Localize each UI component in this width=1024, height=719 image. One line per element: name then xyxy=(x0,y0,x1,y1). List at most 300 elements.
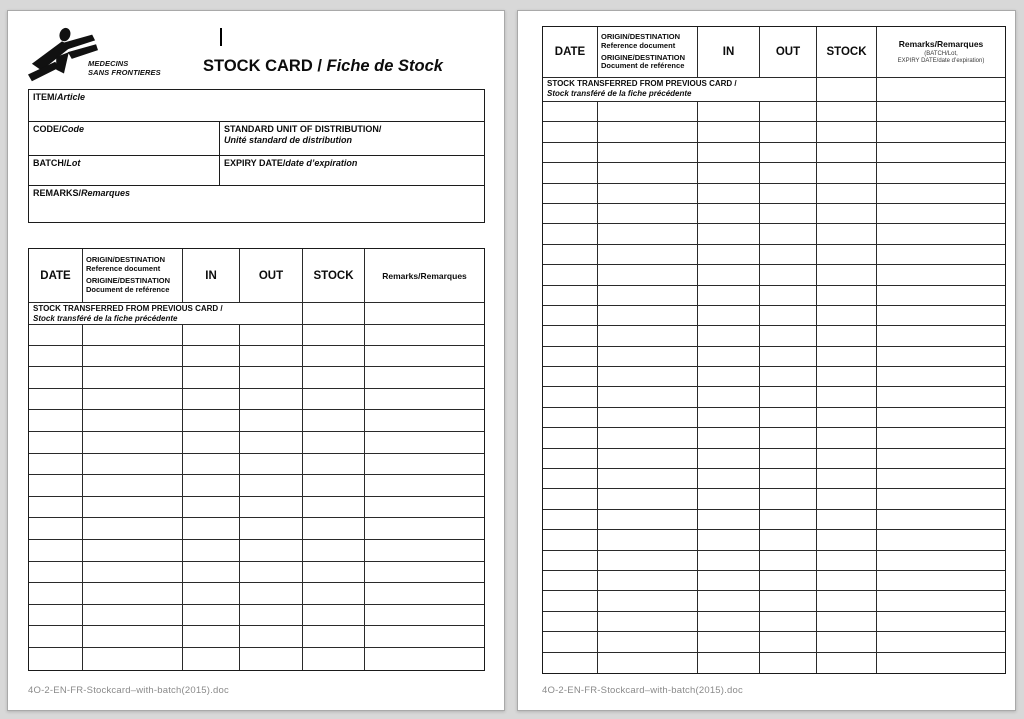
empty-stock-cell[interactable] xyxy=(598,551,698,571)
empty-stock-cell[interactable] xyxy=(598,510,698,530)
transfer-remarks-cell[interactable] xyxy=(877,78,1005,102)
stock-entry-row xyxy=(543,632,1005,652)
empty-stock-cell[interactable] xyxy=(543,347,598,367)
footer-filename: 4O-2-EN-FR-Stockcard–with-batch(2015).doc xyxy=(542,685,743,696)
empty-stock-cell[interactable] xyxy=(240,562,303,584)
empty-stock-cell[interactable] xyxy=(240,583,303,605)
empty-stock-cell[interactable] xyxy=(698,591,760,611)
empty-stock-cell[interactable] xyxy=(240,432,303,454)
empty-stock-cell[interactable] xyxy=(817,184,877,204)
empty-stock-cell[interactable] xyxy=(760,224,817,244)
empty-stock-cell[interactable] xyxy=(598,245,698,265)
empty-stock-cell[interactable] xyxy=(183,540,240,562)
empty-stock-cell[interactable] xyxy=(29,454,83,476)
empty-stock-cell[interactable] xyxy=(598,449,698,469)
empty-stock-cell[interactable] xyxy=(183,648,240,670)
empty-stock-cell[interactable] xyxy=(698,286,760,306)
empty-stock-cell[interactable] xyxy=(543,571,598,591)
empty-stock-cell[interactable] xyxy=(365,540,484,562)
empty-stock-cell[interactable] xyxy=(817,408,877,428)
empty-stock-cell[interactable] xyxy=(760,286,817,306)
empty-stock-cell[interactable] xyxy=(543,591,598,611)
empty-stock-cell[interactable] xyxy=(543,326,598,346)
empty-stock-cell[interactable] xyxy=(817,306,877,326)
empty-stock-cell[interactable] xyxy=(29,562,83,584)
empty-stock-cell[interactable] xyxy=(698,326,760,346)
empty-stock-cell[interactable] xyxy=(303,605,365,627)
empty-stock-cell[interactable] xyxy=(598,224,698,244)
empty-stock-cell[interactable] xyxy=(183,389,240,411)
empty-stock-cell[interactable] xyxy=(543,551,598,571)
empty-stock-cell[interactable] xyxy=(183,626,240,648)
empty-stock-cell[interactable] xyxy=(365,562,484,584)
empty-stock-cell[interactable] xyxy=(760,530,817,550)
empty-stock-cell[interactable] xyxy=(83,497,183,519)
empty-stock-cell[interactable] xyxy=(83,475,183,497)
empty-stock-cell[interactable] xyxy=(303,583,365,605)
empty-stock-cell[interactable] xyxy=(698,184,760,204)
empty-stock-cell[interactable] xyxy=(877,306,1005,326)
empty-stock-cell[interactable] xyxy=(698,510,760,530)
empty-stock-cell[interactable] xyxy=(29,346,83,368)
empty-stock-cell[interactable] xyxy=(83,346,183,368)
empty-stock-cell[interactable] xyxy=(29,367,83,389)
empty-stock-cell[interactable] xyxy=(240,626,303,648)
empty-stock-cell[interactable] xyxy=(817,326,877,346)
empty-stock-cell[interactable] xyxy=(877,653,1005,673)
empty-stock-cell[interactable] xyxy=(365,346,484,368)
empty-stock-cell[interactable] xyxy=(698,551,760,571)
empty-stock-cell[interactable] xyxy=(877,530,1005,550)
empty-stock-cell[interactable] xyxy=(760,184,817,204)
empty-stock-cell[interactable] xyxy=(303,346,365,368)
empty-stock-cell[interactable] xyxy=(543,510,598,530)
empty-stock-cell[interactable] xyxy=(877,143,1005,163)
empty-stock-cell[interactable] xyxy=(698,530,760,550)
footer-filename: 4O-2-EN-FR-Stockcard–with-batch(2015).doc xyxy=(28,685,229,696)
document-page-1[interactable] xyxy=(7,10,505,711)
empty-stock-cell[interactable] xyxy=(303,518,365,540)
empty-stock-cell[interactable] xyxy=(598,163,698,183)
empty-stock-cell[interactable] xyxy=(543,530,598,550)
empty-stock-cell[interactable] xyxy=(303,497,365,519)
empty-stock-cell[interactable] xyxy=(760,469,817,489)
stock-entry-row xyxy=(543,122,1005,142)
empty-stock-cell[interactable] xyxy=(877,571,1005,591)
empty-stock-cell[interactable] xyxy=(698,612,760,632)
empty-stock-cell[interactable] xyxy=(698,143,760,163)
empty-stock-cell[interactable] xyxy=(543,204,598,224)
empty-stock-cell[interactable] xyxy=(183,518,240,540)
empty-stock-cell[interactable] xyxy=(877,265,1005,285)
empty-stock-cell[interactable] xyxy=(877,510,1005,530)
empty-stock-cell[interactable] xyxy=(29,605,83,627)
stock-entry-row xyxy=(543,143,1005,163)
empty-stock-cell[interactable] xyxy=(240,540,303,562)
empty-stock-cell[interactable] xyxy=(29,389,83,411)
empty-stock-cell[interactable] xyxy=(698,449,760,469)
empty-stock-cell[interactable] xyxy=(598,184,698,204)
stock-entry-row xyxy=(543,510,1005,530)
empty-stock-cell[interactable] xyxy=(543,122,598,142)
empty-stock-cell[interactable] xyxy=(240,410,303,432)
empty-stock-cell[interactable] xyxy=(183,367,240,389)
transfer-stock-cell[interactable] xyxy=(817,78,877,102)
empty-stock-cell[interactable] xyxy=(543,408,598,428)
empty-stock-cell[interactable] xyxy=(877,245,1005,265)
empty-stock-cell[interactable] xyxy=(817,265,877,285)
empty-stock-cell[interactable] xyxy=(598,632,698,652)
empty-stock-cell[interactable] xyxy=(543,306,598,326)
empty-stock-cell[interactable] xyxy=(598,653,698,673)
empty-stock-cell[interactable] xyxy=(303,389,365,411)
transfer-stock-cell[interactable] xyxy=(303,303,365,325)
remarks-note-line-2: EXPIRY DATE/date d’expiration) xyxy=(897,58,985,64)
standard-unit-field[interactable]: STANDARD UNIT OF DISTRIBUTION/ Unité standard de distribution xyxy=(224,124,382,145)
empty-stock-cell[interactable] xyxy=(877,489,1005,509)
empty-stock-cell[interactable] xyxy=(598,612,698,632)
empty-stock-cell[interactable] xyxy=(698,306,760,326)
code-unit-row xyxy=(29,122,484,156)
empty-stock-cell[interactable] xyxy=(543,387,598,407)
stock-entry-row xyxy=(543,184,1005,204)
stock-entry-row xyxy=(543,245,1005,265)
empty-stock-cell[interactable] xyxy=(365,518,484,540)
empty-stock-cell[interactable] xyxy=(365,497,484,519)
empty-stock-cell[interactable] xyxy=(877,184,1005,204)
empty-stock-cell[interactable] xyxy=(760,387,817,407)
empty-stock-cell[interactable] xyxy=(303,540,365,562)
empty-stock-cell[interactable] xyxy=(29,648,83,670)
empty-stock-cell[interactable] xyxy=(698,102,760,122)
empty-stock-cell[interactable] xyxy=(543,489,598,509)
stock-entry-row xyxy=(543,469,1005,489)
empty-stock-cell[interactable] xyxy=(817,510,877,530)
empty-stock-cell[interactable] xyxy=(365,454,484,476)
empty-stock-cell[interactable] xyxy=(760,347,817,367)
empty-stock-cell[interactable] xyxy=(29,324,83,346)
empty-stock-cell[interactable] xyxy=(83,324,183,346)
empty-stock-cell[interactable] xyxy=(698,571,760,591)
empty-stock-cell[interactable] xyxy=(303,410,365,432)
empty-stock-cell[interactable] xyxy=(183,432,240,454)
empty-stock-cell[interactable] xyxy=(83,540,183,562)
empty-stock-cell[interactable] xyxy=(29,432,83,454)
empty-stock-cell[interactable] xyxy=(877,204,1005,224)
empty-stock-cell[interactable] xyxy=(303,432,365,454)
empty-stock-cell[interactable] xyxy=(29,497,83,519)
empty-stock-cell[interactable] xyxy=(877,286,1005,306)
empty-stock-cell[interactable] xyxy=(760,163,817,183)
empty-stock-cell[interactable] xyxy=(817,102,877,122)
empty-stock-cell[interactable] xyxy=(543,163,598,183)
empty-stock-cell[interactable] xyxy=(817,612,877,632)
empty-stock-cell[interactable] xyxy=(760,551,817,571)
empty-stock-cell[interactable] xyxy=(877,612,1005,632)
empty-stock-cell[interactable] xyxy=(760,612,817,632)
empty-stock-cell[interactable] xyxy=(543,143,598,163)
empty-stock-cell[interactable] xyxy=(760,489,817,509)
batch-field[interactable]: BATCH/Lot xyxy=(29,156,220,185)
stock-entry-row xyxy=(29,475,484,497)
empty-stock-cell[interactable] xyxy=(303,475,365,497)
empty-stock-cell[interactable] xyxy=(817,286,877,306)
empty-stock-cell[interactable] xyxy=(303,367,365,389)
empty-stock-cell[interactable] xyxy=(760,102,817,122)
empty-stock-cell[interactable] xyxy=(817,591,877,611)
empty-stock-cell[interactable] xyxy=(598,204,698,224)
empty-stock-cell[interactable] xyxy=(877,326,1005,346)
empty-stock-cell[interactable] xyxy=(29,410,83,432)
empty-stock-cell[interactable] xyxy=(698,245,760,265)
empty-stock-cell[interactable] xyxy=(598,265,698,285)
empty-stock-cell[interactable] xyxy=(760,326,817,346)
empty-stock-cell[interactable] xyxy=(83,605,183,627)
stock-entry-row xyxy=(543,530,1005,550)
empty-stock-cell[interactable] xyxy=(543,428,598,448)
empty-stock-cell[interactable] xyxy=(698,428,760,448)
empty-stock-cell[interactable] xyxy=(817,653,877,673)
stock-entry-row xyxy=(29,562,484,584)
empty-stock-cell[interactable] xyxy=(183,475,240,497)
empty-stock-cell[interactable] xyxy=(365,583,484,605)
empty-stock-cell[interactable] xyxy=(598,367,698,387)
empty-stock-cell[interactable] xyxy=(183,583,240,605)
item-field[interactable]: ITEM/Article xyxy=(33,92,86,102)
empty-stock-cell[interactable] xyxy=(543,245,598,265)
empty-stock-cell[interactable] xyxy=(877,551,1005,571)
empty-stock-cell[interactable] xyxy=(760,245,817,265)
empty-stock-cell[interactable] xyxy=(698,122,760,142)
empty-stock-cell[interactable] xyxy=(817,163,877,183)
empty-stock-cell[interactable] xyxy=(698,204,760,224)
stock-entry-row xyxy=(29,324,484,346)
empty-stock-cell[interactable] xyxy=(29,518,83,540)
empty-stock-cell[interactable] xyxy=(817,489,877,509)
empty-stock-cell[interactable] xyxy=(83,626,183,648)
empty-stock-cell[interactable] xyxy=(240,605,303,627)
empty-stock-cell[interactable] xyxy=(817,387,877,407)
empty-stock-cell[interactable] xyxy=(760,306,817,326)
document-page-2[interactable] xyxy=(517,10,1016,711)
empty-stock-cell[interactable] xyxy=(698,489,760,509)
empty-stock-cell[interactable] xyxy=(240,346,303,368)
empty-stock-cell[interactable] xyxy=(817,204,877,224)
empty-stock-cell[interactable] xyxy=(760,653,817,673)
empty-stock-cell[interactable] xyxy=(877,163,1005,183)
empty-stock-cell[interactable] xyxy=(543,449,598,469)
empty-stock-cell[interactable] xyxy=(598,122,698,142)
empty-stock-cell[interactable] xyxy=(543,286,598,306)
empty-stock-cell[interactable] xyxy=(698,224,760,244)
empty-stock-cell[interactable] xyxy=(817,347,877,367)
empty-stock-cell[interactable] xyxy=(29,583,83,605)
empty-stock-cell[interactable] xyxy=(83,367,183,389)
empty-stock-cell[interactable] xyxy=(183,605,240,627)
empty-stock-cell[interactable] xyxy=(365,626,484,648)
empty-stock-cell[interactable] xyxy=(877,122,1005,142)
empty-stock-cell[interactable] xyxy=(877,632,1005,652)
empty-stock-cell[interactable] xyxy=(698,347,760,367)
stock-entry-row xyxy=(543,449,1005,469)
empty-stock-cell[interactable] xyxy=(303,562,365,584)
empty-stock-cell[interactable] xyxy=(817,632,877,652)
header-in: IN xyxy=(698,27,760,78)
empty-stock-cell[interactable] xyxy=(598,387,698,407)
empty-stock-cell[interactable] xyxy=(698,367,760,387)
empty-stock-cell[interactable] xyxy=(240,324,303,346)
stock-entry-row xyxy=(543,163,1005,183)
empty-stock-cell[interactable] xyxy=(240,389,303,411)
empty-stock-cell[interactable] xyxy=(760,367,817,387)
empty-stock-cell[interactable] xyxy=(183,346,240,368)
empty-stock-cell[interactable] xyxy=(543,224,598,244)
empty-stock-cell[interactable] xyxy=(598,286,698,306)
empty-stock-cell[interactable] xyxy=(760,510,817,530)
empty-stock-cell[interactable] xyxy=(183,324,240,346)
empty-stock-cell[interactable] xyxy=(240,454,303,476)
stock-entry-row xyxy=(29,432,484,454)
empty-stock-cell[interactable] xyxy=(877,224,1005,244)
empty-stock-cell[interactable] xyxy=(365,605,484,627)
header-origin-destination: ORIGIN/DESTINATION Reference document ORIGINE/DESTINATION Document de reférence xyxy=(598,27,698,78)
empty-stock-cell[interactable] xyxy=(817,122,877,142)
empty-stock-cell[interactable] xyxy=(817,143,877,163)
empty-stock-cell[interactable] xyxy=(817,449,877,469)
empty-stock-cell[interactable] xyxy=(365,389,484,411)
empty-stock-cell[interactable] xyxy=(698,265,760,285)
empty-stock-cell[interactable] xyxy=(598,326,698,346)
empty-stock-cell[interactable] xyxy=(877,408,1005,428)
empty-stock-cell[interactable] xyxy=(598,571,698,591)
empty-stock-cell[interactable] xyxy=(698,632,760,652)
remarks-field[interactable]: REMARKS/Remarques xyxy=(33,188,131,198)
empty-stock-cell[interactable] xyxy=(183,497,240,519)
stock-entry-row xyxy=(29,518,484,540)
empty-stock-cell[interactable] xyxy=(817,530,877,550)
empty-stock-cell[interactable] xyxy=(698,469,760,489)
transfer-remarks-cell[interactable] xyxy=(365,303,484,325)
empty-stock-cell[interactable] xyxy=(760,265,817,285)
empty-stock-cell[interactable] xyxy=(29,540,83,562)
empty-stock-cell[interactable] xyxy=(760,428,817,448)
empty-stock-cell[interactable] xyxy=(83,389,183,411)
empty-stock-cell[interactable] xyxy=(240,648,303,670)
empty-stock-cell[interactable] xyxy=(83,583,183,605)
empty-stock-cell[interactable] xyxy=(817,245,877,265)
empty-stock-cell[interactable] xyxy=(365,475,484,497)
empty-stock-cell[interactable] xyxy=(365,324,484,346)
empty-stock-cell[interactable] xyxy=(817,469,877,489)
empty-stock-cell[interactable] xyxy=(817,551,877,571)
empty-stock-cell[interactable] xyxy=(598,143,698,163)
empty-stock-cell[interactable] xyxy=(83,562,183,584)
empty-stock-cell[interactable] xyxy=(29,475,83,497)
empty-stock-cell[interactable] xyxy=(303,324,365,346)
empty-stock-cell[interactable] xyxy=(877,591,1005,611)
empty-stock-cell[interactable] xyxy=(83,410,183,432)
empty-stock-cell[interactable] xyxy=(817,367,877,387)
empty-stock-cell[interactable] xyxy=(698,653,760,673)
empty-stock-cell[interactable] xyxy=(240,518,303,540)
empty-stock-cell[interactable] xyxy=(303,454,365,476)
empty-stock-cell[interactable] xyxy=(760,122,817,142)
empty-stock-cell[interactable] xyxy=(83,432,183,454)
empty-stock-cell[interactable] xyxy=(543,265,598,285)
empty-stock-cell[interactable] xyxy=(698,163,760,183)
empty-stock-cell[interactable] xyxy=(543,612,598,632)
empty-stock-cell[interactable] xyxy=(760,591,817,611)
stock-rows xyxy=(543,102,1005,673)
empty-stock-cell[interactable] xyxy=(698,408,760,428)
empty-stock-cell[interactable] xyxy=(817,571,877,591)
empty-stock-cell[interactable] xyxy=(365,410,484,432)
logo-line-1: MEDECINS xyxy=(88,59,129,68)
empty-stock-cell[interactable] xyxy=(83,648,183,670)
empty-stock-cell[interactable] xyxy=(877,469,1005,489)
empty-stock-cell[interactable] xyxy=(598,469,698,489)
empty-stock-cell[interactable] xyxy=(365,648,484,670)
empty-stock-cell[interactable] xyxy=(760,204,817,224)
empty-stock-cell[interactable] xyxy=(365,432,484,454)
empty-stock-cell[interactable] xyxy=(29,626,83,648)
empty-stock-cell[interactable] xyxy=(240,497,303,519)
empty-stock-cell[interactable] xyxy=(598,102,698,122)
empty-stock-cell[interactable] xyxy=(877,347,1005,367)
empty-stock-cell[interactable] xyxy=(598,408,698,428)
empty-stock-cell[interactable] xyxy=(877,387,1005,407)
empty-stock-cell[interactable] xyxy=(240,475,303,497)
empty-stock-cell[interactable] xyxy=(877,428,1005,448)
code-field[interactable]: CODE/Code xyxy=(29,122,220,155)
empty-stock-cell[interactable] xyxy=(543,632,598,652)
empty-stock-cell[interactable] xyxy=(303,648,365,670)
empty-stock-cell[interactable] xyxy=(760,632,817,652)
empty-stock-cell[interactable] xyxy=(183,454,240,476)
empty-stock-cell[interactable] xyxy=(760,571,817,591)
empty-stock-cell[interactable] xyxy=(760,408,817,428)
empty-stock-cell[interactable] xyxy=(698,387,760,407)
empty-stock-cell[interactable] xyxy=(598,306,698,326)
empty-stock-cell[interactable] xyxy=(543,184,598,204)
empty-stock-cell[interactable] xyxy=(598,530,698,550)
empty-stock-cell[interactable] xyxy=(877,449,1005,469)
expiry-date-field[interactable]: EXPIRY DATE/date d’expiration xyxy=(224,158,358,168)
empty-stock-cell[interactable] xyxy=(817,224,877,244)
empty-stock-cell[interactable] xyxy=(183,562,240,584)
stock-table-header xyxy=(29,249,484,303)
empty-stock-cell[interactable] xyxy=(183,410,240,432)
empty-stock-cell[interactable] xyxy=(543,367,598,387)
empty-stock-cell[interactable] xyxy=(598,428,698,448)
empty-stock-cell[interactable] xyxy=(83,518,183,540)
empty-stock-cell[interactable] xyxy=(598,591,698,611)
empty-stock-cell[interactable] xyxy=(240,367,303,389)
empty-stock-cell[interactable] xyxy=(365,367,484,389)
empty-stock-cell[interactable] xyxy=(83,454,183,476)
empty-stock-cell[interactable] xyxy=(543,469,598,489)
empty-stock-cell[interactable] xyxy=(760,449,817,469)
empty-stock-cell[interactable] xyxy=(598,347,698,367)
empty-stock-cell[interactable] xyxy=(543,102,598,122)
empty-stock-cell[interactable] xyxy=(817,428,877,448)
empty-stock-cell[interactable] xyxy=(303,626,365,648)
empty-stock-cell[interactable] xyxy=(877,102,1005,122)
empty-stock-cell[interactable] xyxy=(543,653,598,673)
empty-stock-cell[interactable] xyxy=(760,143,817,163)
empty-stock-cell[interactable] xyxy=(598,489,698,509)
empty-stock-cell[interactable] xyxy=(877,367,1005,387)
